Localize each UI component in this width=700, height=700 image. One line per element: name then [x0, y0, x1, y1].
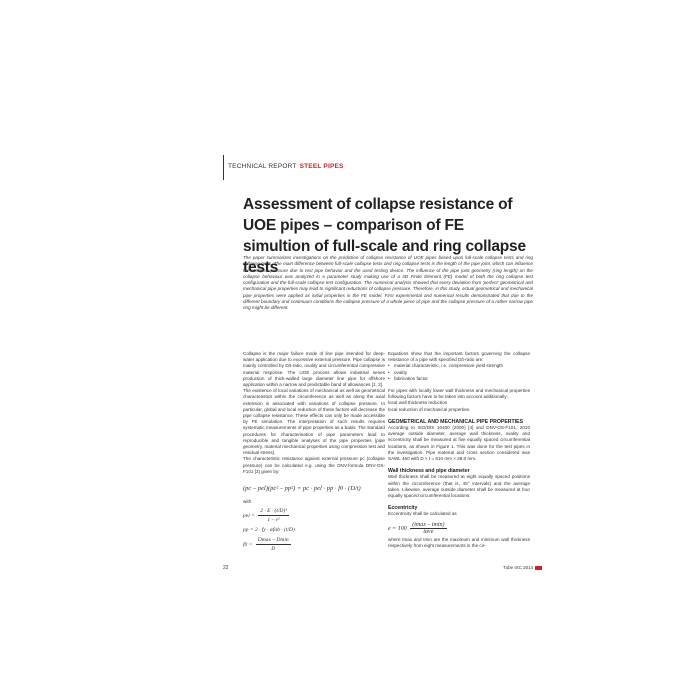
right-column	[388, 351, 530, 549]
paragraph: The existence of local variations of mechanical as well as geometrical characteristics within the circumference as well as along the axial extension is associated with variations of collapse pressure. In particular, global and local reduction of these factors will decrease the pipe collapse resistance. These effects can only be made accessible by FE simulation. The interpretation of such results requires systematic measurements of pipe properties as a basis. The standard procedures for characterisation of pipe parameters lead to reproducible and tangible analyses of the pipe properties (pipe geometry, material mechanical properties using compression test and residual stress).	[243, 388, 385, 456]
eq-numerator: 2 · E · (t/D)³	[260, 508, 287, 515]
bullet-item: • material characteristic, i.e. compressive yield strength	[388, 363, 530, 369]
eq-lhs: f0 =	[243, 542, 253, 549]
paragraph: For pipes with locally lower wall thickness and mechanical properties following factors have to be taken into account additionally:	[388, 388, 530, 400]
journal-name: Tube ISC 2014	[503, 565, 534, 570]
eq-denominator: tave	[423, 528, 434, 535]
paragraph: Collapse is the major failure mode of line pipe intended for deep-water application due to excessive external pressure. Pipe collapse is mainly controlled by D/t-ratio, ovality and circumferential compressive material response. The UOE process allows industrial series production of thick-walled large diameter line pipe for offshore application within a narrow and predictable band of allowances [1, 2].	[243, 351, 385, 388]
paragraph: Eccentricity shall be calculated as	[388, 511, 457, 517]
bullet-item: • fabrication factor	[388, 376, 530, 382]
report-label: TECHNICAL REPORT	[228, 163, 297, 170]
header-rule	[223, 155, 224, 180]
paragraph: local wall thickness reduction	[388, 400, 448, 406]
section-header	[228, 163, 344, 170]
plastic-pressure-equation: pp = 2 · fy · αfab · (t/D)	[243, 527, 295, 534]
bullet-item: • ovality	[388, 370, 530, 376]
eq-numerator: Dmax – Dmin	[257, 537, 289, 544]
journal-footer	[503, 565, 542, 570]
section-label: STEEL PIPES	[299, 163, 344, 170]
eq-fraction	[410, 522, 446, 535]
article-title: Assessment of collapse resistance of UOE pipes – comparison of FE simultion of full-scale and ring collapse tests	[243, 196, 526, 276]
elastic-pressure-equation	[243, 507, 385, 524]
journal-logo-mark	[535, 566, 542, 570]
left-column	[243, 351, 385, 553]
section-heading: GEOMETRICAL AND MECHANICAL PIPE PROPERTIES	[388, 418, 524, 425]
paragraph: local reduction of mechanical properties.	[388, 406, 471, 412]
paragraph: According to ISO/DIS 10400 (2000) [4] and DNV-OS-F101, 2010 average outside diameter, average wall thickness, ovality and eccentricity shall be measured at five equally spaced circumferential locations, as shown in Figure 1. This was done for the test pipes in the investigation. Pipe material and cross section considered was SAWL 450 with D × t = 610 mm × 28.0 mm.	[388, 425, 530, 462]
page-number: 22	[223, 565, 229, 571]
ovality-equation	[243, 536, 385, 553]
paragraph: Equations show that the important factors governing the collapse resistance of a pipe with specified D/t-ratio are:	[388, 351, 530, 363]
with-label: with	[243, 499, 252, 505]
subsection-heading: Eccentricity	[388, 505, 418, 512]
eccentricity-equation	[388, 522, 530, 535]
eq-lhs: e = 100	[388, 525, 407, 532]
abstract: The paper summarizes investigations on the prediction of collapse resistance of UOE pipes based upon full-scale collapse tests and ring collapse tests. The main difference between full-scale collapse tests and ring collapse tests is the length of the pipe joint, which can influence the collapse pressure due to test pipe behavior and the used testing device. The influence of the pipe joint geometry (ring length) on the collapse behaviour was analyzed in a parameter study making use of a 3D Finite Element (FE) model of both the ring collapse test configuration and the full-scale collapse test configuration. The numerical analysis showed that every deviation from 'perfect' geometrical and mechanical pipe properties may lead to significant reductions of collapse pressure. Therefore, in this study, actual geometrical and mechanical pipe properties were applied as initial properties in the FE model. First experimental and numerical results demonstrated that due to the different boundary and continuum conditions the collapse pressure of a whole piece of pipe and the collapse pressure of a rather narrow pipe ring might be different.	[243, 255, 533, 311]
eq-denominator: 1 – ν²	[267, 517, 280, 524]
paragraph: Wall thickness shall be measured at eight equally spaced positions within the circumference (that is, 45° intervals) and the average taken. Likewise, average outside diameter shall be measured at four equally spaced circumferential locations.	[388, 474, 530, 499]
paragraph: The characteristic resistance against external pressure pc (collapse pressure) can be calculated e.g. using the DNV-formula DNV-OS-F101 [3] given by:	[243, 456, 385, 474]
dnv-collapse-equation: (pc – pel)(pc² – pp²) = pc · pel · pp · f0 · (D/t)	[243, 485, 361, 493]
paragraph: where tmax and tmin are the maximum and minimum wall thickness respectively from eight measurements in the cir-	[388, 537, 530, 549]
subsection-heading: Wall thickness and pipe diameter	[388, 468, 470, 475]
eq-numerator: (tmax – tmin)	[412, 521, 445, 528]
eq-lhs: pel =	[243, 513, 255, 520]
eq-fraction	[258, 507, 289, 524]
eq-fraction	[256, 536, 291, 553]
eq-denominator: D	[271, 546, 276, 553]
